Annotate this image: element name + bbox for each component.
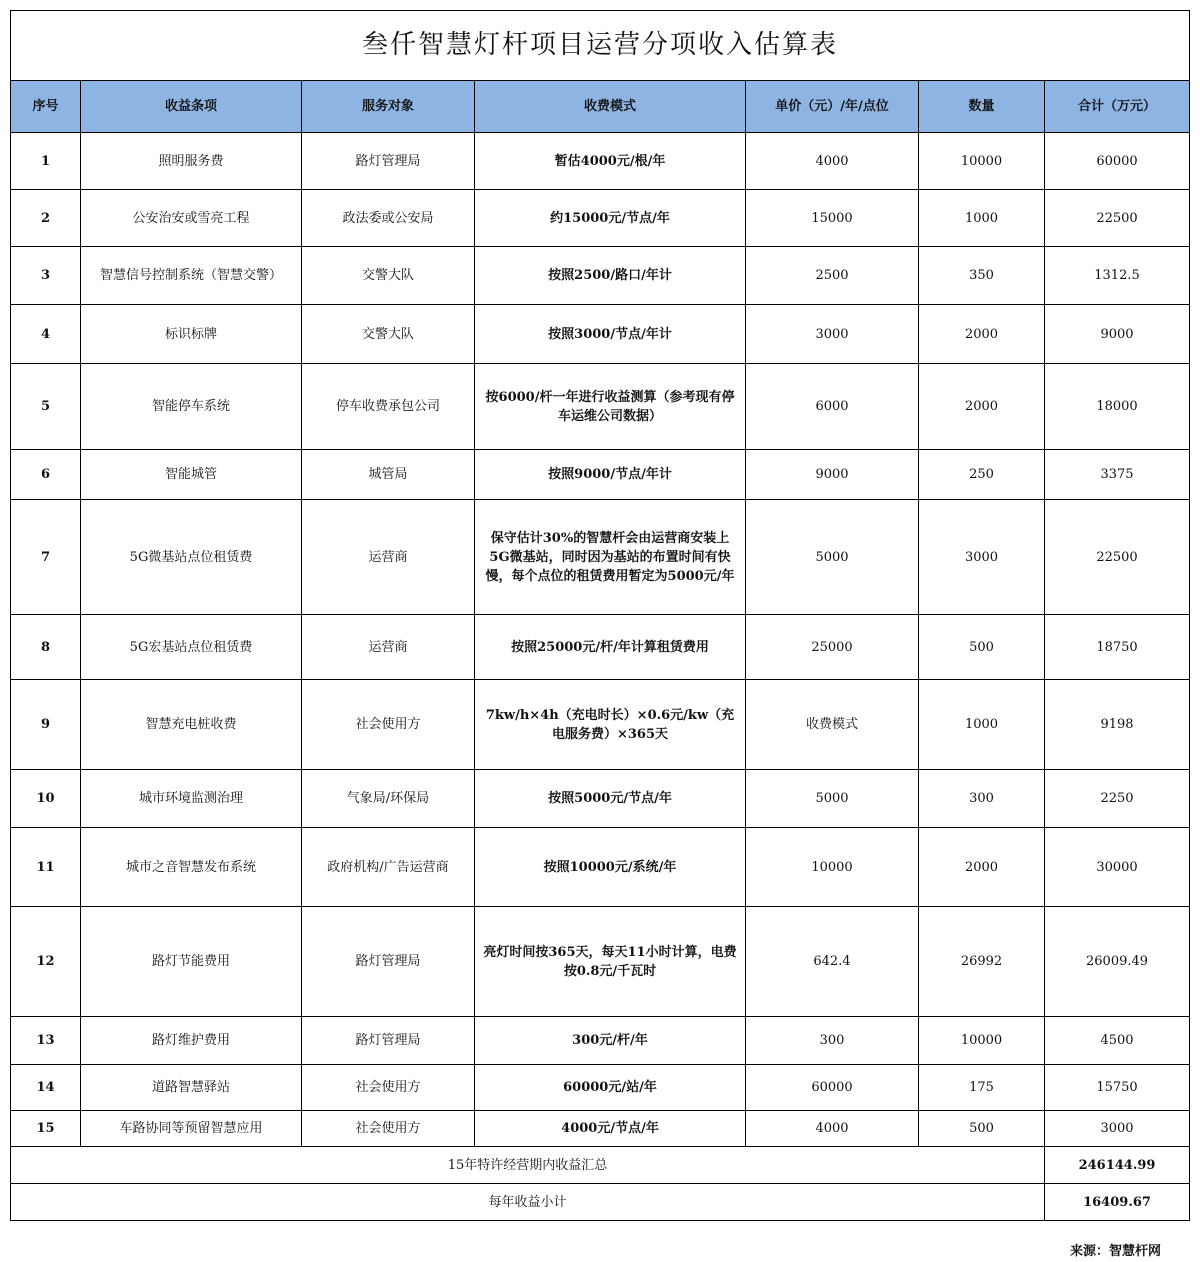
row-index: 7 [11, 500, 81, 615]
table-row [11, 828, 1190, 907]
row-total: 3375 [1045, 450, 1190, 500]
table-row [11, 364, 1190, 450]
row-revenue-item: 城市之音智慧发布系统 [81, 828, 302, 907]
summary-label: 每年收益小计 [11, 1184, 1045, 1221]
row-total: 1312.5 [1045, 247, 1190, 305]
row-total: 26009.49 [1045, 907, 1190, 1017]
row-service-target: 路灯管理局 [302, 133, 475, 190]
row-quantity: 1000 [919, 680, 1045, 770]
row-revenue-item: 照明服务费 [81, 133, 302, 190]
row-revenue-item: 路灯维护费用 [81, 1017, 302, 1065]
header-total: 合计（万元） [1045, 81, 1190, 133]
row-charge-mode: 60000元/站/年 [475, 1065, 746, 1111]
row-service-target: 城管局 [302, 450, 475, 500]
header-row [11, 81, 1190, 133]
row-quantity: 3000 [919, 500, 1045, 615]
header-service-target: 服务对象 [302, 81, 475, 133]
row-quantity: 2000 [919, 364, 1045, 450]
table-row [11, 450, 1190, 500]
row-revenue-item: 车路协同等预留智慧应用 [81, 1111, 302, 1147]
row-index: 13 [11, 1017, 81, 1065]
row-service-target: 路灯管理局 [302, 907, 475, 1017]
row-charge-mode: 按照25000元/杆/年计算租赁费用 [475, 615, 746, 680]
row-service-target: 运营商 [302, 615, 475, 680]
row-service-target: 停车收费承包公司 [302, 364, 475, 450]
row-unit-price: 300 [746, 1017, 919, 1065]
row-total: 30000 [1045, 828, 1190, 907]
row-service-target: 交警大队 [302, 247, 475, 305]
row-service-target: 社会使用方 [302, 1065, 475, 1111]
row-unit-price: 60000 [746, 1065, 919, 1111]
row-total: 2250 [1045, 770, 1190, 828]
row-charge-mode: 保守估计30%的智慧杆会由运营商安装上5G微基站，同时因为基站的布置时间有快慢，每个点位的租赁费用暂定为5000元/年 [475, 500, 746, 615]
row-unit-price: 4000 [746, 133, 919, 190]
row-service-target: 社会使用方 [302, 680, 475, 770]
row-charge-mode: 约15000元/节点/年 [475, 190, 746, 247]
table-row [11, 305, 1190, 364]
row-quantity: 500 [919, 1111, 1045, 1147]
row-revenue-item: 5G宏基站点位租赁费 [81, 615, 302, 680]
row-revenue-item: 路灯节能费用 [81, 907, 302, 1017]
row-charge-mode: 按照9000/节点/年计 [475, 450, 746, 500]
row-charge-mode: 4000元/节点/年 [475, 1111, 746, 1147]
row-charge-mode: 按照2500/路口/年计 [475, 247, 746, 305]
table-row [11, 1017, 1190, 1065]
header-index: 序号 [11, 81, 81, 133]
row-charge-mode: 按照3000/节点/年计 [475, 305, 746, 364]
row-index: 4 [11, 305, 81, 364]
table-row [11, 770, 1190, 828]
row-service-target: 社会使用方 [302, 1111, 475, 1147]
row-unit-price: 6000 [746, 364, 919, 450]
header-unit-price: 单价（元）/年/点位 [746, 81, 919, 133]
row-quantity: 1000 [919, 190, 1045, 247]
row-unit-price: 642.4 [746, 907, 919, 1017]
table-row [11, 1065, 1190, 1111]
table-row [11, 133, 1190, 190]
row-index: 12 [11, 907, 81, 1017]
table-row [11, 247, 1190, 305]
row-total: 9198 [1045, 680, 1190, 770]
row-total: 18000 [1045, 364, 1190, 450]
summary-label: 15年特许经营期内收益汇总 [11, 1147, 1045, 1184]
row-total: 9000 [1045, 305, 1190, 364]
row-quantity: 300 [919, 770, 1045, 828]
table-row [11, 500, 1190, 615]
row-total: 22500 [1045, 190, 1190, 247]
row-service-target: 运营商 [302, 500, 475, 615]
row-index: 1 [11, 133, 81, 190]
row-service-target: 气象局/环保局 [302, 770, 475, 828]
row-revenue-item: 标识标牌 [81, 305, 302, 364]
row-charge-mode: 暂估4000元/根/年 [475, 133, 746, 190]
row-service-target: 政法委或公安局 [302, 190, 475, 247]
row-total: 3000 [1045, 1111, 1190, 1147]
row-total: 15750 [1045, 1065, 1190, 1111]
table-row [11, 907, 1190, 1017]
row-index: 6 [11, 450, 81, 500]
table-title: 叁仟智慧灯杆项目运营分项收入估算表 [11, 11, 1190, 81]
row-revenue-item: 道路智慧驿站 [81, 1065, 302, 1111]
row-quantity: 10000 [919, 1017, 1045, 1065]
row-index: 2 [11, 190, 81, 247]
row-quantity: 2000 [919, 305, 1045, 364]
row-service-target: 交警大队 [302, 305, 475, 364]
row-revenue-item: 智能停车系统 [81, 364, 302, 450]
row-unit-price: 3000 [746, 305, 919, 364]
row-revenue-item: 智能城管 [81, 450, 302, 500]
row-charge-mode: 7kw/h×4h（充电时长）×0.6元/kw（充电服务费）×365天 [475, 680, 746, 770]
row-index: 15 [11, 1111, 81, 1147]
table-row [11, 680, 1190, 770]
row-quantity: 10000 [919, 133, 1045, 190]
annual-summary-row [11, 1184, 1190, 1221]
row-charge-mode: 按6000/杆一年进行收益测算（参考现有停车运维公司数据） [475, 364, 746, 450]
row-index: 8 [11, 615, 81, 680]
source-note: 来源：智慧杆网 [1069, 1244, 1161, 1259]
row-index: 5 [11, 364, 81, 450]
row-quantity: 2000 [919, 828, 1045, 907]
row-total: 22500 [1045, 500, 1190, 615]
row-charge-mode: 按照10000元/系统/年 [475, 828, 746, 907]
row-quantity: 26992 [919, 907, 1045, 1017]
row-unit-price: 10000 [746, 828, 919, 907]
row-revenue-item: 智慧充电桩收费 [81, 680, 302, 770]
row-index: 10 [11, 770, 81, 828]
row-total: 18750 [1045, 615, 1190, 680]
summary-value: 246144.99 [1045, 1147, 1190, 1184]
row-revenue-item: 5G微基站点位租赁费 [81, 500, 302, 615]
row-quantity: 175 [919, 1065, 1045, 1111]
row-index: 11 [11, 828, 81, 907]
row-revenue-item: 智慧信号控制系统（智慧交警） [81, 247, 302, 305]
row-unit-price: 15000 [746, 190, 919, 247]
row-unit-price: 4000 [746, 1111, 919, 1147]
row-quantity: 250 [919, 450, 1045, 500]
header-charge-mode: 收费模式 [475, 81, 746, 133]
row-quantity: 350 [919, 247, 1045, 305]
row-unit-price: 9000 [746, 450, 919, 500]
row-revenue-item: 公安治安或雪亮工程 [81, 190, 302, 247]
revenue-estimate-sheet [10, 10, 1189, 1259]
row-total: 4500 [1045, 1017, 1190, 1065]
row-unit-price: 2500 [746, 247, 919, 305]
row-charge-mode: 按照5000元/节点/年 [475, 770, 746, 828]
row-unit-price: 5000 [746, 770, 919, 828]
row-unit-price: 25000 [746, 615, 919, 680]
header-quantity: 数量 [919, 81, 1045, 133]
row-revenue-item: 城市环境监测治理 [81, 770, 302, 828]
row-charge-mode: 亮灯时间按365天，每天11小时计算，电费按0.8元/千瓦时 [475, 907, 746, 1017]
table-row [11, 1111, 1190, 1147]
row-index: 14 [11, 1065, 81, 1111]
row-total: 60000 [1045, 133, 1190, 190]
summary-value: 16409.67 [1045, 1184, 1190, 1221]
row-index: 3 [11, 247, 81, 305]
row-unit-price: 5000 [746, 500, 919, 615]
table-row [11, 615, 1190, 680]
revenue-table [10, 10, 1190, 1221]
row-service-target: 路灯管理局 [302, 1017, 475, 1065]
row-unit-price: 收费模式 [746, 680, 919, 770]
total-summary-row [11, 1147, 1190, 1184]
row-quantity: 500 [919, 615, 1045, 680]
header-revenue-item: 收益条项 [81, 81, 302, 133]
row-index: 9 [11, 680, 81, 770]
row-charge-mode: 300元/杆/年 [475, 1017, 746, 1065]
table-row [11, 190, 1190, 247]
row-service-target: 政府机构/广告运营商 [302, 828, 475, 907]
